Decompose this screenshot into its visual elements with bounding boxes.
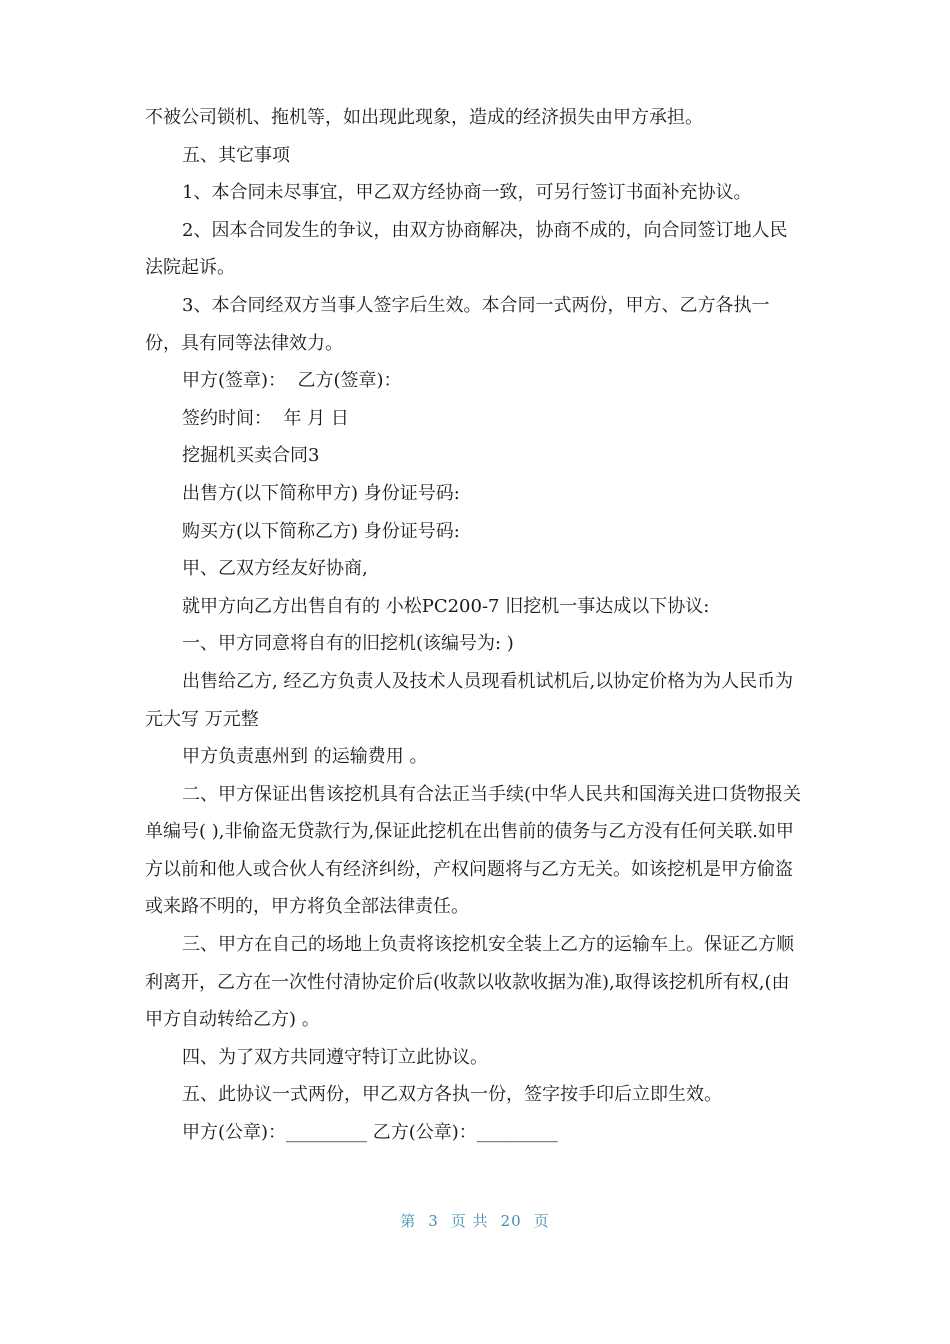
section-heading-other-matters: 五、其它事项 bbox=[182, 144, 290, 166]
article-2: 二、甲方保证出售该挖机具有合法正当手续(中华人民共和国海关进口货物报关单编号( ),非偷盗无贷款行为,保证此挖机在出售前的债务与乙方没有任何关联.如甲方以前和他人或合伙人有经济纠纷，产权问题将与乙方无关。如该挖机是甲方偷盗或来路不明的，甲方将负全部法律责任。 bbox=[145, 783, 802, 918]
paragraph: 甲方负责惠州到 的运输费用 。 bbox=[182, 746, 428, 768]
article-1: 一、甲方同意将自有的旧挖机(该编号为: ) bbox=[182, 633, 514, 655]
signing-date-line: 签约时间： 年 月 日 bbox=[182, 407, 349, 429]
current-page-number: 3 bbox=[428, 1212, 439, 1230]
clause-1: 1、本合同未尽事宜，甲乙双方经协商一致，可另行签订书面补充协议。 bbox=[182, 182, 752, 204]
article-3: 三、甲方在自己的场地上负责将该挖机安全装上乙方的运输车上。保证乙方顺利离开，乙方在一次性付清协定价后(收款以收款收据为准),取得该挖机所有权,(由甲方自动转给乙方) 。 bbox=[145, 934, 794, 1031]
article-4: 四、为了双方共同遵守特订立此协议。 bbox=[182, 1046, 488, 1068]
buyer-line: 购买方(以下简称乙方) 身份证号码: bbox=[182, 520, 460, 542]
seal-line: 甲方(公章)：_________ 乙方(公章)：_________ bbox=[182, 1122, 558, 1144]
signature-line: 甲方(签章)： 乙方(签章)： bbox=[182, 370, 402, 392]
article-5: 五、此协议一式两份，甲乙双方各执一份，签字按手印后立即生效。 bbox=[182, 1084, 722, 1106]
clause-3: 3、本合同经双方当事人签字后生效。本合同一式两份，甲方、乙方各执一份，具有同等法律效力。 bbox=[145, 294, 770, 354]
clause-2: 2、因本合同发生的争议，由双方协商解决，协商不成的，向合同签订地人民法院起诉。 bbox=[145, 219, 788, 279]
paragraph: 就甲方向乙方出售自有的 小松PC200-7 旧挖机一事达成以下协议: bbox=[182, 595, 710, 617]
footer-label-page: 第 bbox=[400, 1212, 417, 1230]
paragraph: 甲、乙双方经友好协商, bbox=[182, 558, 368, 580]
total-pages-number: 20 bbox=[500, 1212, 522, 1230]
page-footer bbox=[0, 1210, 950, 1231]
seller-line: 出售方(以下简称甲方) 身份证号码: bbox=[182, 482, 460, 504]
document-body bbox=[0, 99, 950, 1152]
footer-label-pages: 页 bbox=[533, 1212, 550, 1230]
paragraph: 不被公司锁机、拖机等，如出现此现象，造成的经济损失由甲方承担。 bbox=[145, 107, 703, 128]
footer-label-of: 页 共 bbox=[450, 1212, 489, 1230]
paragraph: 出售给乙方, 经乙方负责人及技术人员现看机试机后,以协定价格为为人民币为 元大写 万元整 bbox=[145, 670, 799, 730]
contract-title: 挖掘机买卖合同3 bbox=[182, 445, 320, 467]
